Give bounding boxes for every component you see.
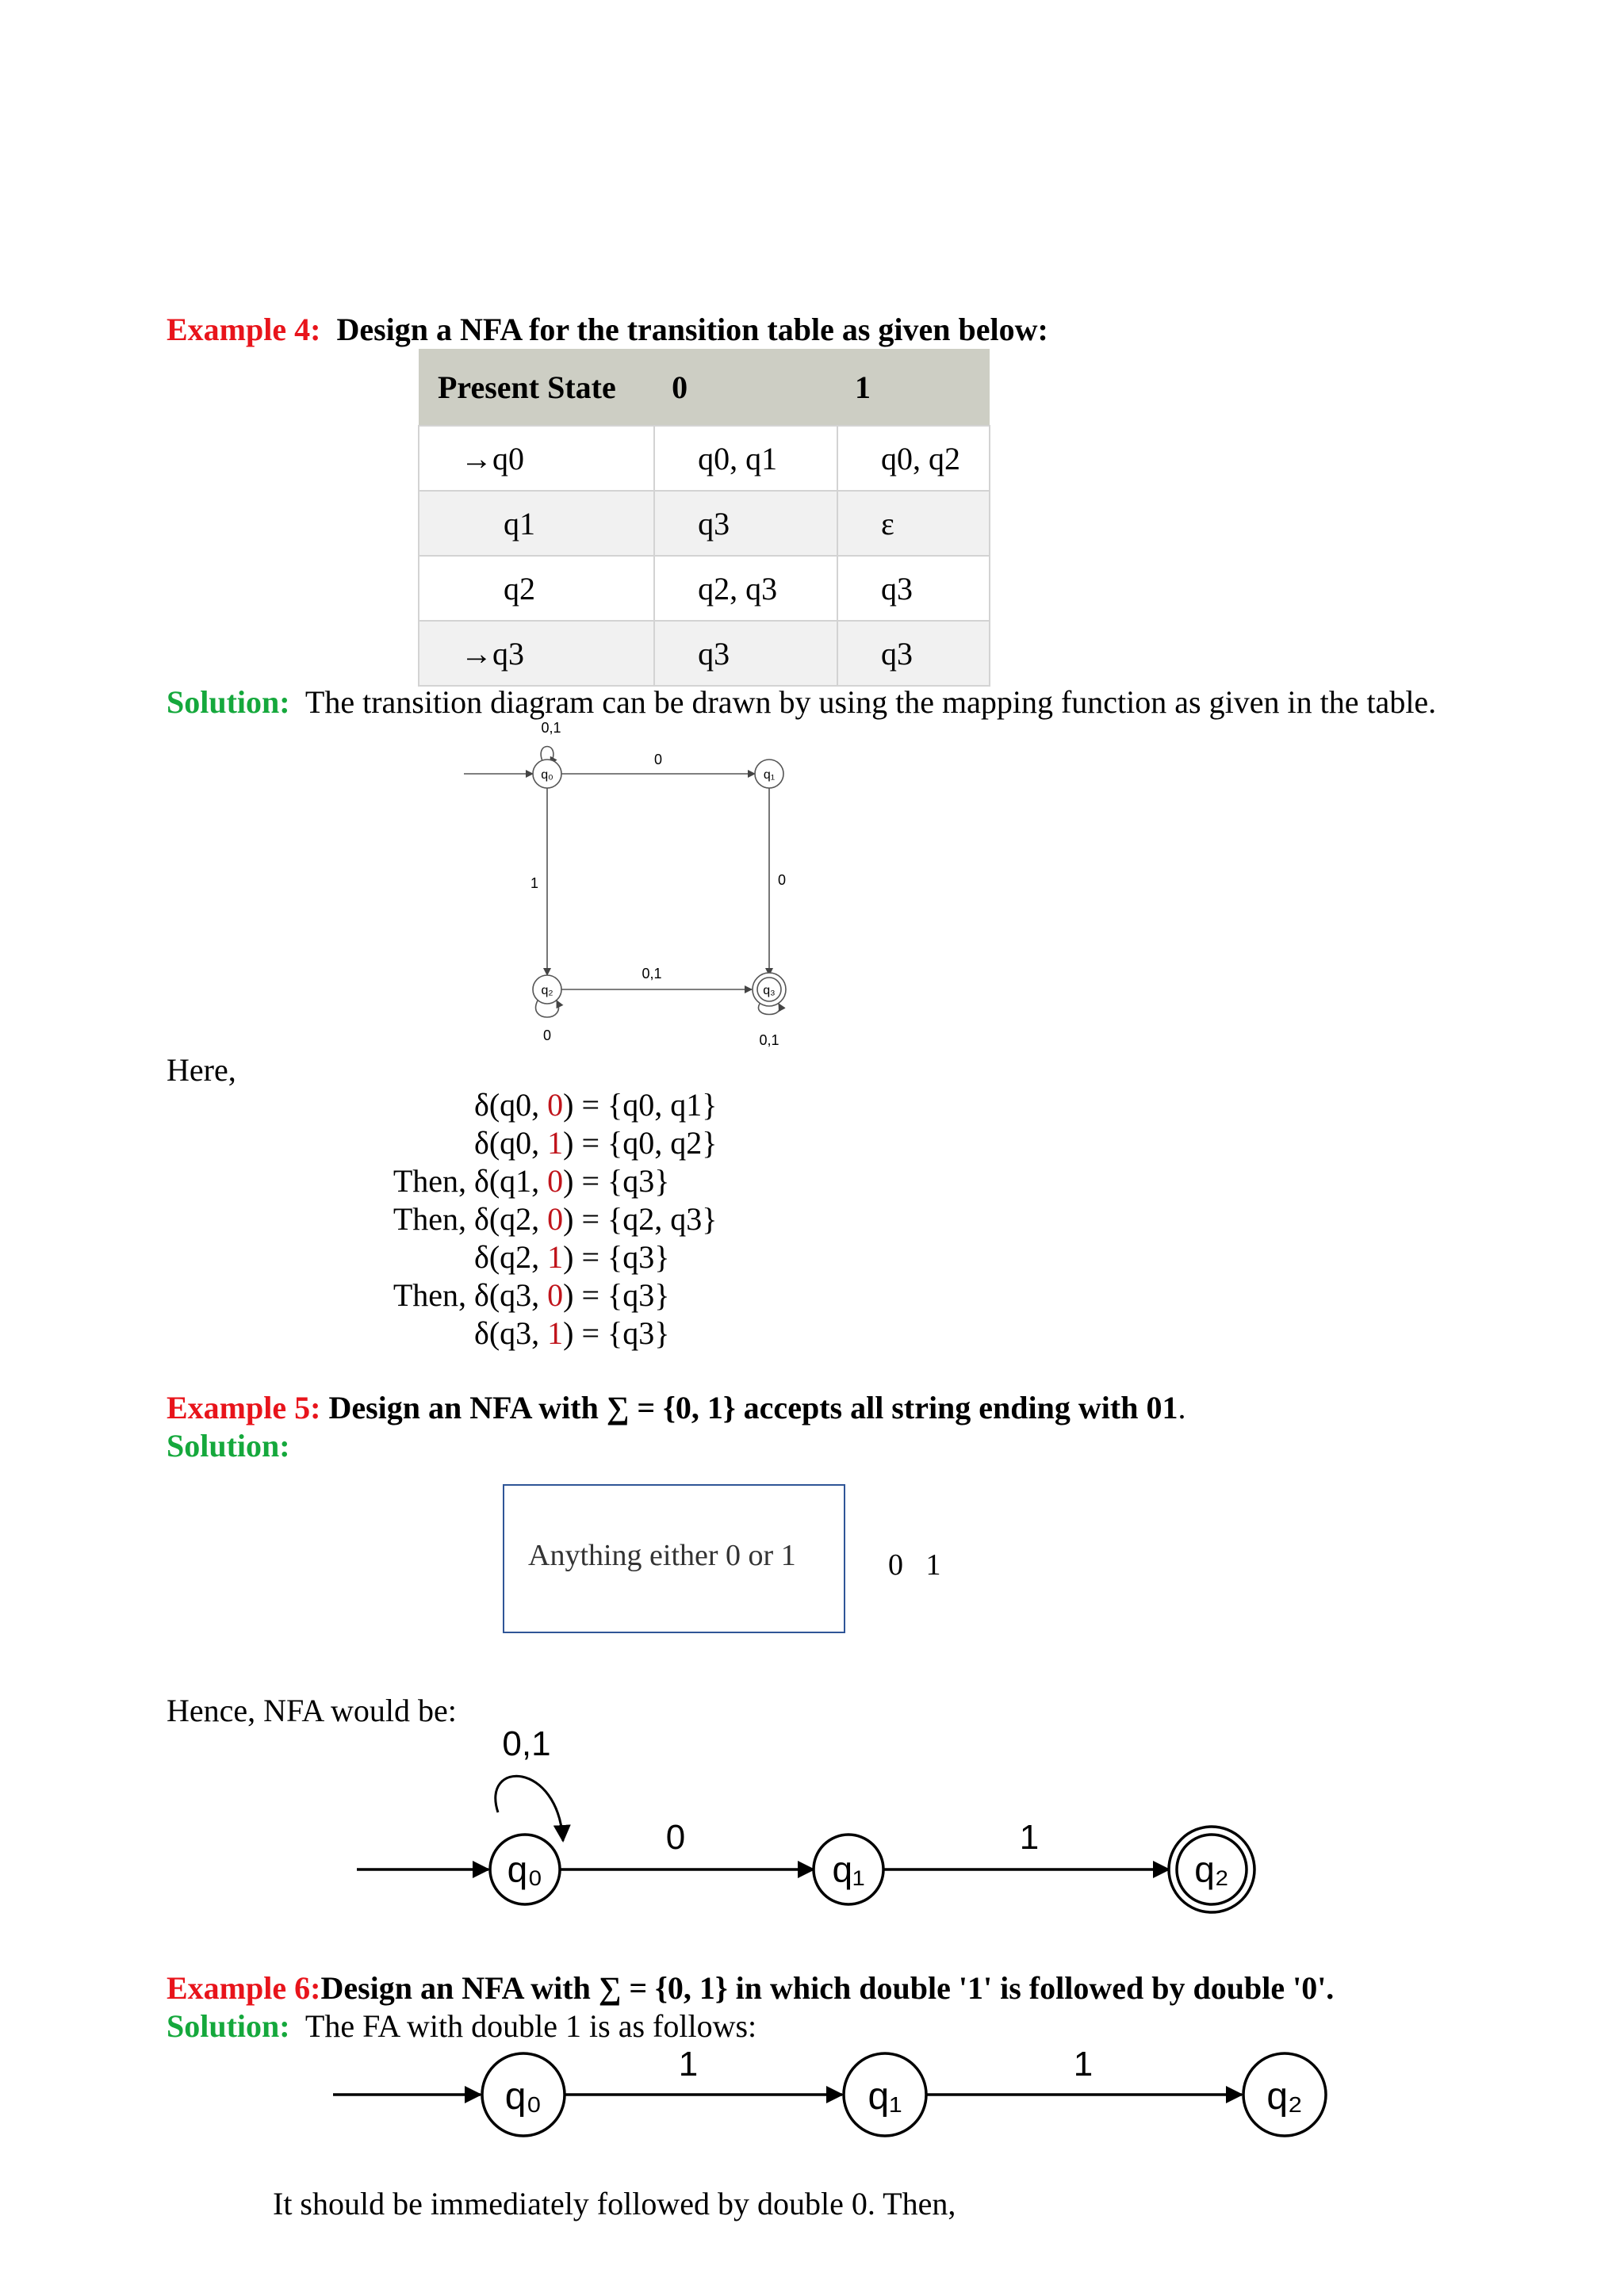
after-box-symbols: 0 1 (888, 1548, 941, 1582)
state-q0-label: q₀ (541, 768, 553, 782)
equation-tail: ) = {q0, q2} (563, 1125, 718, 1161)
example5-title: Design an NFA with ∑ = {0, 1} accepts all string ending with 01 (328, 1390, 1178, 1425)
table-cell: q3 (654, 621, 837, 686)
equation-head: δ(q3, (474, 1315, 548, 1351)
equation-head: δ(q0, (474, 1087, 548, 1123)
table-row (419, 426, 990, 491)
transition-table (418, 349, 990, 687)
equation-tail: ) = {q3} (563, 1239, 670, 1275)
state-q2-label: q₂ (1194, 1849, 1229, 1890)
equation-prefix: Then, (393, 1201, 474, 1237)
equation (393, 1162, 670, 1200)
here-label: Here, (167, 1052, 236, 1088)
example6-state-diagram (325, 2038, 1340, 2156)
state-q0-label: q₀ (504, 2076, 542, 2118)
example4-label: Example 4: (167, 312, 321, 347)
equation-symbol: 1 (547, 1125, 564, 1161)
table-cell: q2 (419, 556, 654, 621)
state-q1-label: q₁ (868, 2076, 902, 2118)
equation-head: δ(q2, (474, 1239, 548, 1275)
state-q0-label: q₀ (507, 1849, 543, 1890)
edge-q0-q1-label: 1 (678, 2045, 699, 2084)
equation (393, 1200, 718, 1238)
table-header-row (419, 349, 990, 426)
equation (393, 1276, 670, 1314)
table-header: 1 (837, 349, 990, 426)
q0-loop-label: 0,1 (541, 720, 561, 736)
solution-text: The transition diagram can be drawn by using the mapping function as given in the table. (304, 684, 1437, 720)
table-cell: q1 (419, 491, 654, 556)
example4-state-diagram (444, 714, 809, 1062)
equation-symbol: 0 (547, 1277, 564, 1313)
table-cell: q3 (654, 491, 837, 556)
equation (474, 1314, 669, 1353)
equation-symbol: 1 (547, 1239, 564, 1275)
example5-state-diagram (349, 1720, 1269, 1934)
state-q2-label: q₂ (1266, 2076, 1303, 2118)
example4-heading (167, 311, 1048, 349)
table-row (419, 556, 990, 621)
table-cell: ε (837, 491, 990, 556)
equation-tail: ) = {q3} (563, 1277, 670, 1313)
state-q1-label: q₁ (832, 1849, 865, 1890)
equation-symbol: 1 (547, 1315, 564, 1351)
table-cell: q2, q3 (654, 556, 837, 621)
table-cell: q0, q1 (654, 426, 837, 491)
table-row (419, 621, 990, 686)
table-cell: →q3 (419, 621, 654, 686)
equation-tail: ) = {q3} (563, 1163, 670, 1199)
anything-box-text: Anything either 0 or 1 (528, 1539, 796, 1572)
equation-head: δ(q2, (474, 1201, 548, 1237)
solution-label: Solution: (167, 2008, 290, 2044)
state-q3-label: q₃ (763, 984, 776, 997)
table-row (419, 491, 990, 556)
edge-q1-q2-label: 1 (1019, 1818, 1040, 1857)
q2-loop-label: 0 (542, 1027, 552, 1043)
hence-text: Hence, NFA would be: (167, 1693, 457, 1728)
footer-text: It should be immediately followed by double 0. Then, (273, 2186, 956, 2221)
table-cell: q3 (837, 556, 990, 621)
example5-label: Example 5: (167, 1390, 321, 1425)
equation (474, 1238, 669, 1276)
equation-head: δ(q3, (474, 1277, 548, 1313)
state-q2-label: q₂ (541, 984, 553, 997)
anything-box (503, 1484, 845, 1633)
example6-label: Example 6: (167, 1970, 321, 2006)
table-cell: →q0 (419, 426, 654, 491)
edge-q1-q2-label: 1 (1073, 2045, 1094, 2084)
equation-symbol: 0 (547, 1201, 564, 1237)
edge-q2-q3-label: 0,1 (642, 966, 662, 982)
equation (474, 1086, 717, 1124)
equation-symbol: 0 (547, 1163, 564, 1199)
equation (474, 1124, 717, 1162)
example6-heading (167, 1969, 1334, 2007)
example4-title: Design a NFA for the transition table as given below: (336, 312, 1048, 347)
table-cell: q3 (837, 621, 990, 686)
q3-loop-label: 0,1 (759, 1032, 779, 1048)
edge-q1-q3-label: 0 (777, 872, 787, 888)
solution-text: The FA with double 1 is as follows: (304, 2008, 757, 2044)
loop-label: 0,1 (502, 1724, 551, 1763)
equation-prefix: Then, (393, 1277, 474, 1313)
equation-head: δ(q1, (474, 1163, 548, 1199)
example5-solution-label: Solution: (167, 1428, 290, 1464)
edge-q0-q2-label: 1 (530, 875, 539, 891)
edge-q0-q1-label: 0 (653, 752, 663, 767)
example5-title-end: . (1178, 1390, 1186, 1425)
table-header: Present State (419, 349, 654, 426)
table-cell: q0, q2 (837, 426, 990, 491)
equation-tail: ) = {q3} (563, 1315, 670, 1351)
example5-heading (167, 1389, 1185, 1427)
equation-tail: ) = {q0, q1} (563, 1087, 718, 1123)
edge-q0-q1-label: 0 (665, 1818, 686, 1857)
q0-self-loop (496, 1776, 563, 1841)
solution-label: Solution: (167, 684, 290, 720)
equation-tail: ) = {q2, q3} (563, 1201, 718, 1237)
state-q1-label: q₁ (763, 768, 776, 782)
equation-head: δ(q0, (474, 1125, 548, 1161)
example6-title: Design an NFA with ∑ = {0, 1} in which double '1' is followed by double '0'. (320, 1970, 1335, 2006)
equation-symbol: 0 (547, 1087, 564, 1123)
equation-prefix: Then, (393, 1163, 474, 1199)
table-header: 0 (654, 349, 837, 426)
